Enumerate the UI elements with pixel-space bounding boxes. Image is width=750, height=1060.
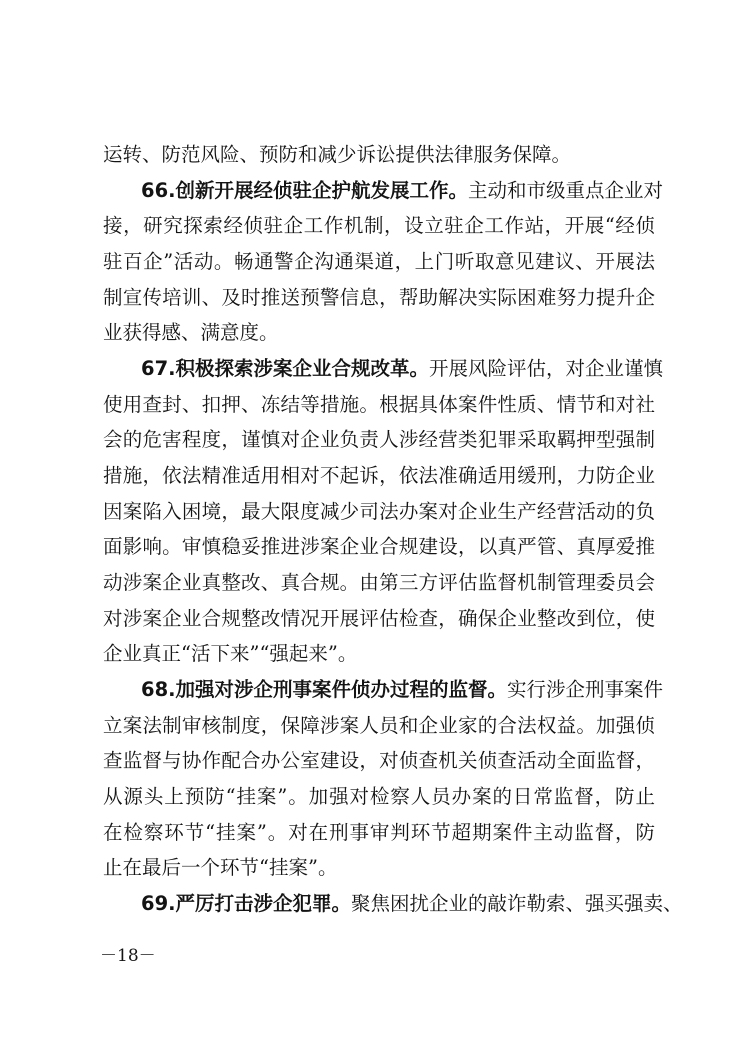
text-line: 因案陷入困境，最大限度减少司法办案对企业生产经营活动的负 [103, 500, 655, 523]
text-line: 在检察环节“挂案”。对在刑事审判环节超期案件主动监督，防 [103, 821, 655, 844]
item-67-heading: 67.积极探索涉案企业合规改革。 [141, 357, 430, 380]
text-line: 止在最后一个环节“挂案”。 [103, 856, 338, 879]
text-line: 运转、防范风险、预防和减少诉讼提供法律服务保障。 [103, 143, 572, 166]
item-69-heading: 69.严厉打击涉企犯罪。 [141, 892, 352, 915]
text-line: 业获得感、满意度。 [103, 321, 279, 344]
item-68-heading: 68.加强对涉企刑事案件侦办过程的监督。 [141, 678, 508, 701]
text-line: 使用查封、扣押、冻结等措施。根据具体案件性质、情节和对社 [103, 393, 655, 416]
item-68-line: 68.加强对涉企刑事案件侦办过程的监督。实行涉企刑事案件 [141, 678, 664, 701]
text-line: 措施，依法精准适用相对不起诉，依法准确适用缓刑，力防企业 [103, 464, 655, 487]
text-line: 接，研究探索经侦驻企工作机制，设立驻企工作站，开展“经侦 [103, 214, 655, 237]
page-number: －18－ [100, 946, 156, 966]
text-line: 立案法制审核制度，保障涉案人员和企业家的合法权益。加强侦 [103, 714, 655, 737]
item-69-line: 69.严厉打击涉企犯罪。聚焦困扰企业的敲诈勒索、强买强卖、 [141, 892, 683, 915]
item-66-line: 66.创新开展经侦驻企护航发展工作。主动和市级重点企业对 [141, 179, 664, 202]
text-line: 企业真正“活下来”“强起来”。 [103, 642, 358, 665]
text-line: 会的危害程度，谨慎对企业负责人涉经营类犯罪采取羁押型强制 [103, 428, 655, 451]
text-line: 驻百企”活动。畅通警企沟通渠道，上门听取意见建议、开展法 [103, 250, 655, 273]
text-line: 从源头上预防“挂案”。加强对检察人员办案的日常监督，防止 [103, 785, 655, 808]
item-67-line: 67.积极探索涉案企业合规改革。开展风险评估，对企业谨慎 [141, 357, 664, 380]
item-66-heading: 66.创新开展经侦驻企护航发展工作。 [141, 179, 469, 202]
text-line: 查监督与协作配合办公室建设，对侦查机关侦查活动全面监督， [103, 749, 655, 772]
text-line: 面影响。审慎稳妥推进涉案企业合规建设，以真严管、真厚爱推 [103, 535, 655, 558]
text-line: 制宣传培训、及时推送预警信息，帮助解决实际困难努力提升企 [103, 286, 655, 309]
text-line: 动涉案企业真整改、真合规。由第三方评估监督机制管理委员会 [103, 571, 655, 594]
text-line: 对涉案企业合规整改情况开展评估检查，确保企业整改到位，使 [103, 607, 655, 630]
